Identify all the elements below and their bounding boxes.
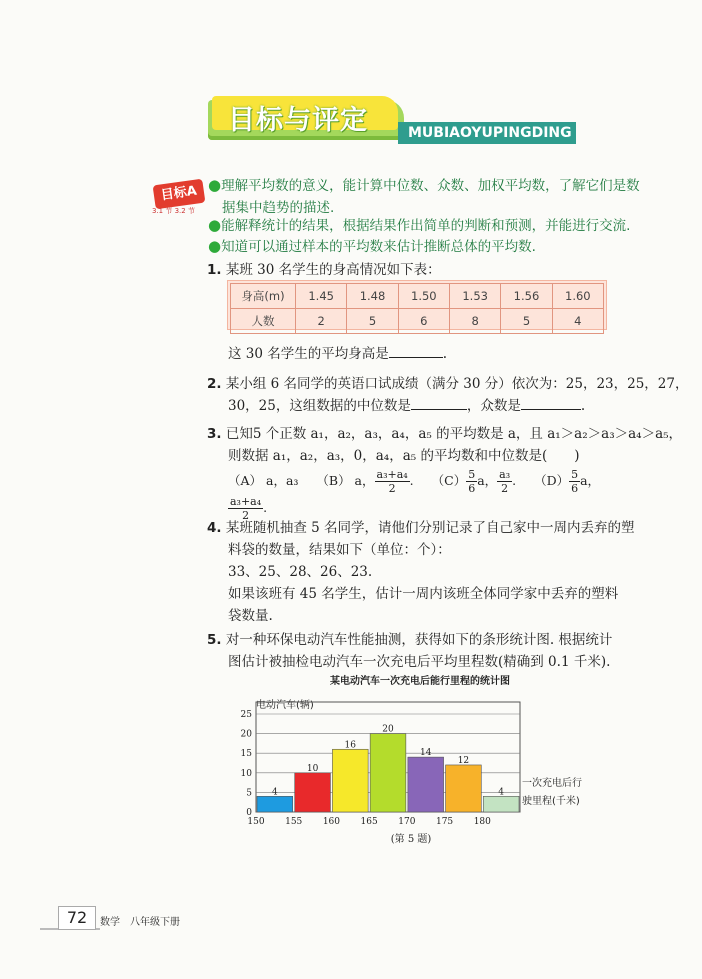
height-table xyxy=(230,283,604,334)
question-5-cont: 图估计被抽检电动汽车一次充电后平均里程数(精确到 0.1 千米). xyxy=(228,654,611,670)
y-tick-label: 0 xyxy=(246,808,252,818)
bar xyxy=(446,765,482,812)
question-3-options xyxy=(228,468,628,522)
bar-value-label: 16 xyxy=(344,740,357,751)
goal-range: 3.1 节 3.2 节 xyxy=(152,207,195,215)
section-title: 目标与评定 xyxy=(228,105,368,136)
bar-value-label: 10 xyxy=(306,763,319,774)
chart-title: 某电动汽车一次充电后能行里程的统计图 xyxy=(330,676,510,687)
question-1: 1. 某班 30 名学生的身高情况如下表： xyxy=(207,262,441,278)
height-table-wrap xyxy=(227,280,607,330)
y-tick-label: 5 xyxy=(246,788,252,799)
table-cell: 1.50 xyxy=(398,284,449,309)
question-1-answer: 这 30 名学生的平均身高是 . xyxy=(228,346,448,362)
x-tick-label: 170 xyxy=(398,817,416,827)
table-header-height: 身高(m) xyxy=(231,284,296,309)
page-number: 72 xyxy=(58,906,96,930)
table-cell: 5 xyxy=(501,309,552,334)
fraction: $\frac{\text{a₃+a₄}}{2}$ xyxy=(376,468,408,495)
bar-value-label: 14 xyxy=(419,748,432,759)
y-tick-label: 10 xyxy=(240,768,252,779)
bar-value-label: 12 xyxy=(457,755,470,766)
question-4-data: 33、25、28、26、23. xyxy=(228,564,373,580)
x-tick-label: 155 xyxy=(285,817,303,827)
question-2: 2. 某小组 6 名同学的英语口试成绩（满分 30 分）依次为：25，23，25，27， xyxy=(207,376,689,392)
question-3-cont: 则数据 a₁，a₂，a₃，0，a₄，a₅ 的平均数和中位数是( ) xyxy=(228,448,580,464)
x-tick-label: 180 xyxy=(473,817,491,827)
mode-blank[interactable] xyxy=(521,409,581,410)
table-header-count: 人数 xyxy=(231,309,296,334)
section-subtitle: MUBIAOYUPINGDING xyxy=(398,122,576,144)
table-cell: 4 xyxy=(552,309,603,334)
table-cell: 1.48 xyxy=(347,284,398,309)
objective-1: ●理解平均数的意义，能计算中位数、众数、加权平均数，了解它们是数 xyxy=(208,176,640,194)
goal-tag: 目标A xyxy=(153,179,206,210)
bar xyxy=(295,773,331,812)
bar xyxy=(483,796,519,812)
table-cell: 8 xyxy=(449,309,500,334)
fraction: $\frac{5}{6}$ xyxy=(468,468,476,495)
chart-x-label-line1: 一次充电后行 xyxy=(522,778,582,789)
question-4-line2: 料袋的数量，结果如下（单位：个）： xyxy=(228,542,451,558)
question-4-line4: 如果该班有 45 名学生，估计一周内该班全体同学家中丢弃的塑料 xyxy=(228,586,619,602)
fraction: $\frac{5}{6}$ xyxy=(571,468,579,495)
table-cell: 2 xyxy=(296,309,347,334)
table-row xyxy=(231,284,604,309)
bar xyxy=(257,796,293,812)
objective-2: ●能解释统计的结果，根据结果作出简单的判断和预测，并能进行交流. xyxy=(208,216,631,234)
bar xyxy=(408,757,444,812)
x-tick-label: 150 xyxy=(247,817,265,827)
median-blank[interactable] xyxy=(411,409,467,410)
objective-1-cont: 据集中趋势的描述. xyxy=(222,200,335,216)
option-a[interactable]: （A） a，a₃ xyxy=(228,473,299,488)
objective-3: ●知道可以通过样本的平均数来估计推断总体的平均数. xyxy=(208,237,536,255)
question-5: 5. 对一种环保电动汽车性能抽测，获得如下的条形统计图. 根据统计 xyxy=(207,632,613,648)
mileage-bar-chart xyxy=(226,672,646,852)
y-tick-label: 15 xyxy=(240,749,252,760)
bar-value-label: 4 xyxy=(498,787,505,798)
chart-x-label-line2: 驶里程(千米) xyxy=(522,796,580,807)
table-cell: 1.56 xyxy=(501,284,552,309)
bar xyxy=(370,734,406,812)
answer-blank[interactable] xyxy=(389,357,443,358)
option-d[interactable]: （D） $\frac{5}{6}$ a， $\frac{\text{a₃+a₄}}{2}$ . xyxy=(230,468,601,522)
x-tick-label: 175 xyxy=(435,817,454,827)
table-cell: 1.53 xyxy=(449,284,500,309)
table-row xyxy=(231,309,604,334)
bullet-icon: ● xyxy=(208,176,222,194)
chart-caption: (第 5 题) xyxy=(390,834,432,845)
fraction: $\frac{\text{a₃+a₄}}{2}$ xyxy=(230,495,262,522)
chart-y-label: 电动汽车(辆) xyxy=(256,700,314,711)
table-cell: 1.60 xyxy=(552,284,603,309)
table-cell: 6 xyxy=(398,309,449,334)
x-tick-label: 165 xyxy=(360,817,378,827)
question-3: 3. 已知5 个正数 a₁，a₂，a₃，a₄，a₅ 的平均数是 a，且 a₁＞a₂＞a₃＞a₄＞a₅， xyxy=(207,426,683,442)
book-name: 数学 八年级下册 xyxy=(100,917,180,928)
question-4-line5: 袋数量. xyxy=(228,608,273,624)
table-cell: 5 xyxy=(347,309,398,334)
bar xyxy=(332,749,368,812)
bullet-icon: ● xyxy=(208,237,222,255)
y-tick-label: 20 xyxy=(240,729,252,740)
bar-value-label: 4 xyxy=(271,787,278,798)
question-4: 4. 某班随机抽查 5 名同学，请他们分别记录了自己家中一周内丢弃的塑 xyxy=(207,520,635,536)
option-b[interactable]: （B） a， $\frac{\text{a₃+a₄}}{2}$ . xyxy=(316,468,414,495)
question-2-cont: 30，25，这组数据的中位数是 ，众数是 . xyxy=(228,398,586,414)
y-tick-label: 25 xyxy=(240,710,252,720)
bullet-icon: ● xyxy=(208,216,222,234)
fraction: $\frac{\text{a₃}}{2}$ xyxy=(499,468,511,495)
x-tick-label: 160 xyxy=(322,817,341,827)
bar-value-label: 20 xyxy=(382,724,394,735)
table-cell: 1.45 xyxy=(296,284,347,309)
option-c[interactable]: （C） $\frac{5}{6}$ a， $\frac{\text{a₃}}{2}$ . xyxy=(431,468,517,495)
